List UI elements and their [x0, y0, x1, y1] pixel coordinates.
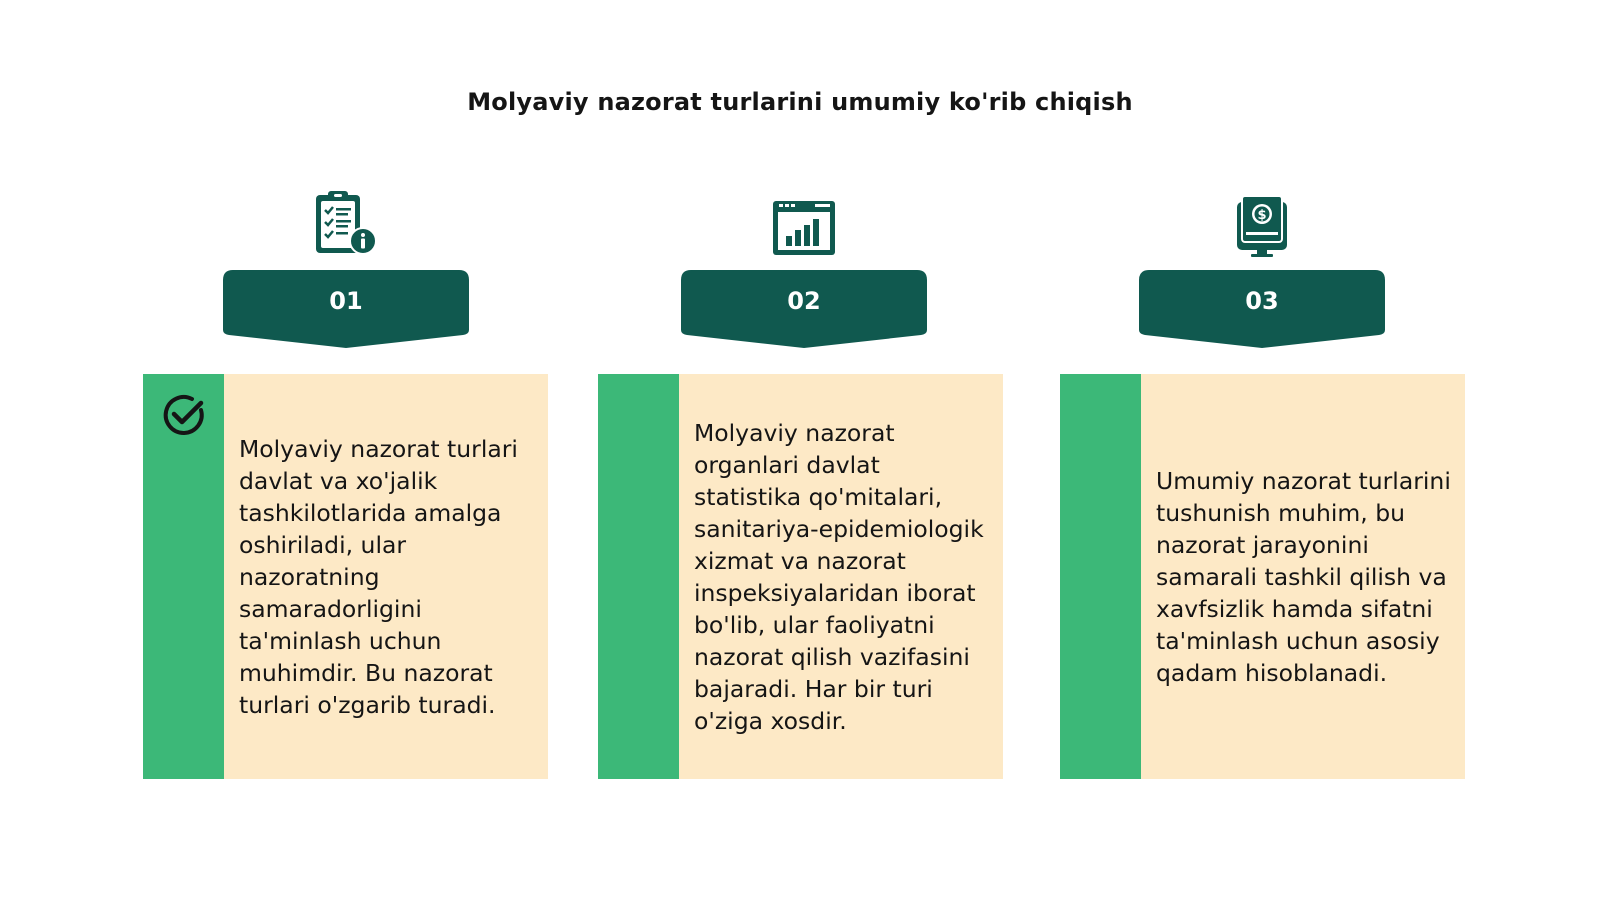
card-description: Molyaviy nazorat organlari davlat statistika qo'mitalari, sanitariya-epidemiologik xizmat va nazorat inspeksiyalaridan iborat bo'lib, ular faoliyatni nazorat qilish vazifasini bajaradi. Har bir turi o'ziga xosdir. [694, 418, 984, 735]
card-text-3 [1156, 374, 1455, 779]
info-card-2 [598, 374, 1003, 779]
step-number: 01 [329, 287, 363, 315]
dollar-monitor-icon [1139, 190, 1385, 262]
bar-chart-window-icon [681, 190, 927, 262]
card-description: Umumiy nazorat turlarini tushunish muhim, bu nazorat jarayonini samarali tashkil qilish va xavfsizlik hamda sifatni ta'minlash uchun asosiy qadam hisoblanadi. [1156, 466, 1451, 687]
info-card-3 [1060, 374, 1465, 779]
info-card-1 [143, 374, 548, 779]
step-number-tab-1 [223, 270, 469, 348]
step-number-tab-2 [681, 270, 927, 348]
card-text-2 [694, 374, 993, 779]
step-number-tab-3 [1139, 270, 1385, 348]
step-number: 03 [1245, 287, 1279, 315]
card-text-1 [239, 374, 538, 779]
card-accent-stripe [1060, 374, 1141, 779]
step-number: 02 [787, 287, 821, 315]
check-circle-icon [161, 392, 207, 442]
card-description: Molyaviy nazorat turlari davlat va xo'jalik tashkilotlarida amalga oshiriladi, ular nazoratning samaradorligini ta'minlash uchun muhimdir. Bu nazorat turlari o'zgarib turadi. [239, 434, 518, 719]
page-title: Molyaviy nazorat turlarini umumiy ko'rib chiqish [467, 88, 1133, 116]
clipboard-checklist-info-icon [223, 190, 469, 262]
svg-text:$: $ [1257, 208, 1267, 223]
card-accent-stripe [598, 374, 679, 779]
